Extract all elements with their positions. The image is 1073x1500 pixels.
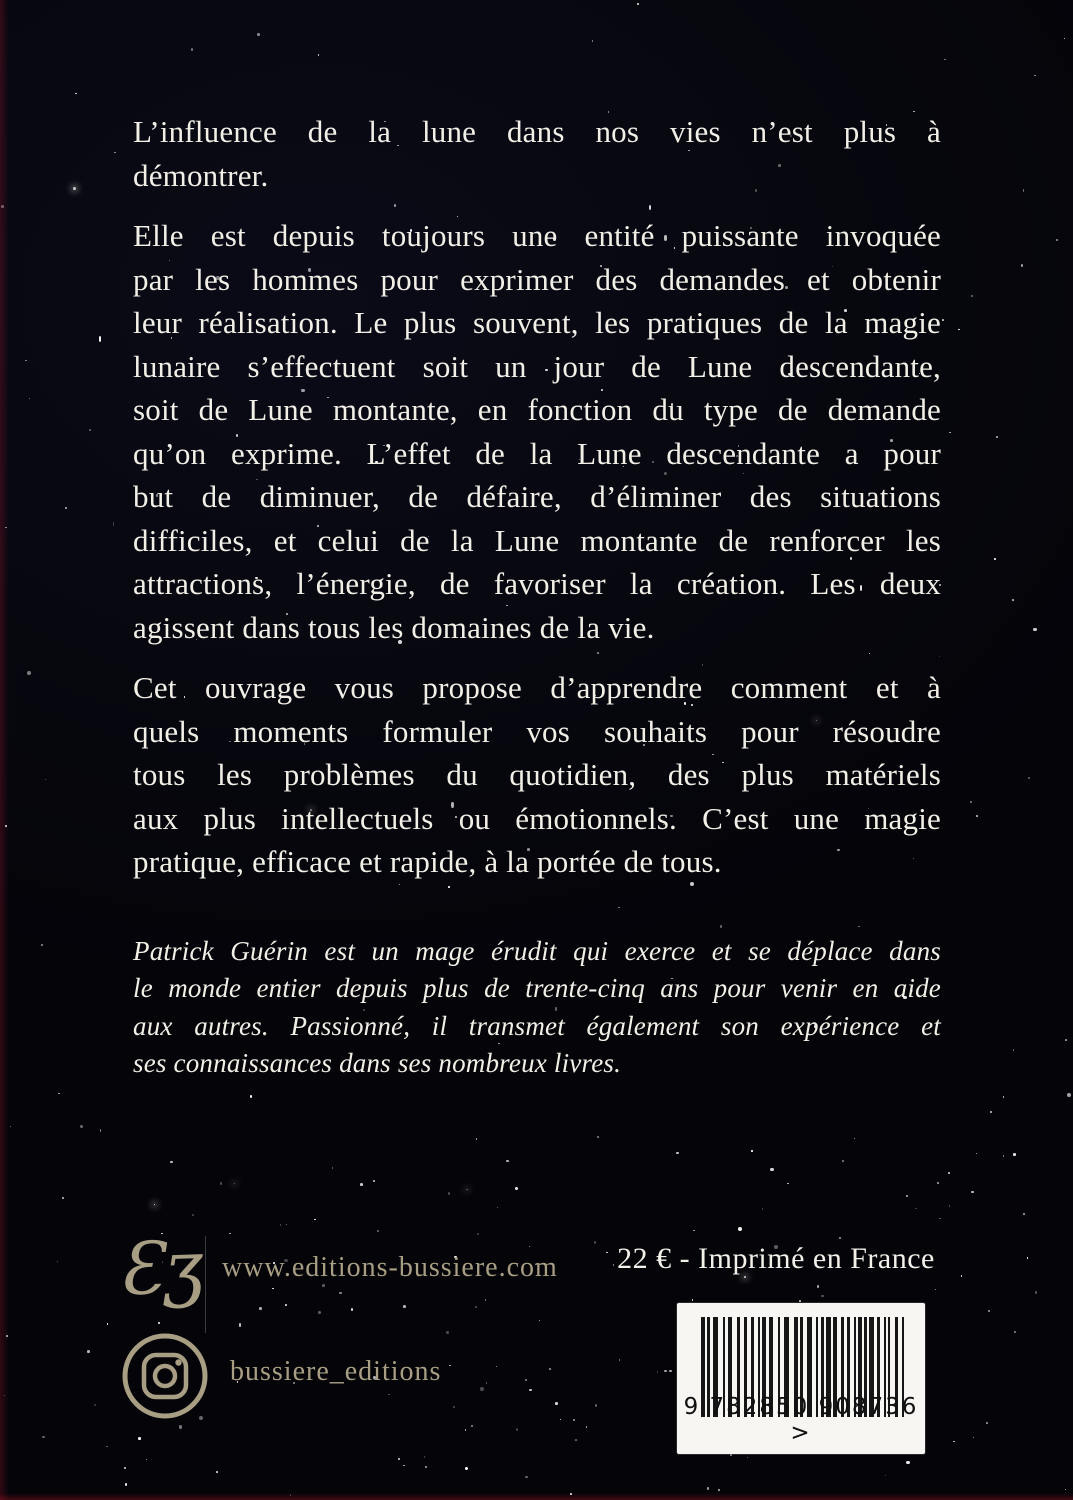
- footer-divider: [205, 1236, 206, 1333]
- text-line: aux autres. Passionné, il transmet également son expérience et: [133, 1010, 941, 1041]
- instagram-icon: [121, 1332, 209, 1420]
- publisher-logo eb-monogram-icon: Ɛʒ: [116, 1224, 205, 1312]
- text-line: le monde entier depuis plus de trente-cinq ans pour venir en aide: [133, 973, 941, 1003]
- synopsis-paragraph-2: [133, 214, 941, 649]
- synopsis-paragraph-3: [133, 666, 941, 884]
- text-line: agissent dans tous les domaines de la vie.: [133, 609, 655, 645]
- text-line: par les hommes pour exprimer des demandes et obtenir: [133, 261, 941, 297]
- text-line: but de diminuer, de défaire, d’éliminer des situations: [133, 479, 941, 514]
- text-line: démontrer.: [133, 157, 269, 193]
- author-bio: [133, 933, 941, 1083]
- synopsis-paragraph-1: [133, 110, 941, 197]
- text-line: Patrick Guérin est un mage érudit qui exerce et se déplace dans: [133, 935, 941, 966]
- text-line: L’influence de la lune dans nos vies n’est plus à: [133, 114, 941, 149]
- instagram-handle: bussiere_editions: [230, 1356, 442, 1387]
- synopsis-block: [133, 110, 941, 1083]
- barcode: [677, 1303, 925, 1454]
- text-line: attractions, l’énergie, de favoriser la création. Les deux: [133, 566, 941, 601]
- price-and-printing-info: 22 € - Imprimé en France: [617, 1242, 935, 1275]
- text-line: ses connaissances dans ses nombreux livres.: [133, 1048, 622, 1078]
- text-line: leur réalisation. Le plus souvent, les pratiques de la magie: [133, 305, 941, 340]
- text-line: pratique, efficace et rapide, à la portée de tous.: [133, 844, 722, 879]
- text-line: aux plus intellectuels ou émotionnels. C’est une magie: [133, 800, 941, 836]
- text-line: lunaire s’effectuent soit un jour de Lune descendante,: [133, 348, 941, 384]
- text-line: qu’on exprime. L’effet de la Lune descendante a pour: [133, 435, 941, 471]
- text-line: quels moments formuler vos souhaits pour résoudre: [133, 713, 941, 749]
- text-line: Elle est depuis toujours une entité puissante invoquée: [133, 218, 941, 253]
- text-line: tous les problèmes du quotidien, des plus matériels: [133, 757, 941, 792]
- barcode-number: 9 782850 908736 >: [683, 1394, 919, 1446]
- text-line: difficiles, et celui de la Lune montante de renforcer les: [133, 522, 941, 558]
- text-line: Cet ouvrage vous propose d’apprendre comment et à: [133, 670, 941, 705]
- publisher-website: www.editions-bussiere.com: [222, 1252, 558, 1283]
- text-line: soit de Lune montante, en fonction du type de demande: [133, 392, 941, 427]
